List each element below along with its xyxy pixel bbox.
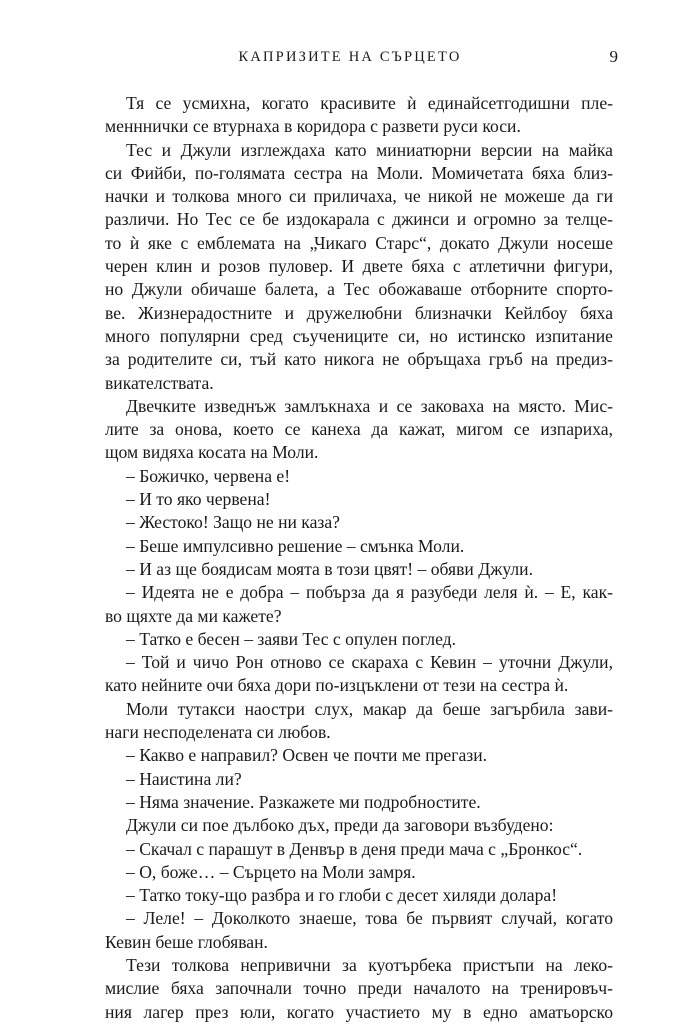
running-title: КАПРИЗИТЕ НА СЪРЦЕТО [238,49,462,65]
text-line: Моли тутакси наостри слух, макар да беше загърбила зави- [126,698,613,719]
text-line: лите за онова, което се канеха да кажат, мигом се изпариха, [105,419,613,440]
text-line: – Беше импулсивно решение – смънка Моли. [126,535,465,556]
text-line: Тес и Джули изглеждаха като миниатюрни версии на майка [126,139,613,160]
text-line: но Джули обичаше балета, а Тес обожаваше отборните спорто- [105,279,613,300]
text-line: черен клин и розов пуловер. И двете бяха с атлетични фигури, [105,256,613,277]
text-line: начки и толкова много си приличаха, че никой не можеше да ги [105,186,613,207]
text-line: Тези толкова непривични за куотърбека пристъпи на леко- [126,954,613,975]
text-line: – Няма значение. Разкажете ми подробностите. [126,791,481,812]
text-line: различи. Но Тес се бе издокарала с джинси и огромно за телце- [105,209,613,230]
text-line: мислие бяха започнали точно преди началото на тренировъч- [105,978,613,999]
text-line: като нейните очи бяха дори по-изцъклени от тези на сестра ѝ. [105,675,569,696]
text-line: си Фийби, по-голямата сестра на Моли. Момичетата бяха близ- [105,162,613,183]
text-line: – О, боже… – Сърцето на Моли замря. [126,861,416,882]
text-line: Тя се усмихна, когато красивите ѝ единайсетгодишни пле- [126,93,613,113]
text-line: – Татко е бесен – заяви Тес с опулен поглед. [126,628,457,649]
text-line: – И аз ще боядисам моята в този цвят! – обяви Джули. [126,558,533,579]
text-line: менннички се втурнаха в коридора с развети руси коси. [105,116,521,137]
text-line: – Божичко, червена е! [126,465,291,486]
text-line: много популярни сред съучениците си, но истинско изпитание [105,325,613,346]
text-line: – И то яко червена! [126,489,271,510]
text-line: – Идеята не е добра – побърза да я разубеди леля ѝ. – Е, как- [126,582,613,603]
text-line: викателствата. [105,372,214,393]
text-line: наги несподелената си любов. [105,722,331,743]
running-header [0,46,700,70]
text-line: Джули си пое дълбоко дъх, преди да заговори възбудено: [126,815,554,836]
text-line: – Той и чичо Рон отново се скараха с Кевин – уточни Джули, [126,652,613,673]
text-line: – Какво е направил? Освен че почти ме прегази. [126,745,488,766]
text-line: – Татко току-що разбра и го глоби с десет хиляди долара! [126,885,558,906]
text-line: ве. Жизнерадостните и дружелюбни близначки Кейлбоу бяха [105,302,613,323]
text-line: Кевин беше глобяван. [105,931,268,952]
text-line: во щяхте да ми кажете? [105,605,282,626]
text-line: щом видяха косата на Моли. [105,442,319,463]
page-number: 9 [609,47,618,66]
text-line: за родителите си, тъй като никога не обръщаха гръб на предиз- [105,349,613,370]
text-line: – Скачал с парашут в Денвър в деня преди мача с „Бронкос“. [126,838,583,859]
text-line: – Жестоко! Защо не ни каза? [126,512,340,533]
text-line: – Наистина ли? [126,768,242,789]
text-line: то ѝ яке с емблемата на „Чикаго Старс“, докато Джули носеше [105,232,613,253]
text-line: – Леле! – Доколкото знаеше, това бе първият случай, когато [126,908,613,929]
text-line: Двечките изведнъж замлъкнаха и се заковаха на място. Мис- [126,395,613,416]
body-text [105,92,613,1024]
text-line: ния лагер през юли, когато участието му в едно аматьорско [105,1001,613,1022]
